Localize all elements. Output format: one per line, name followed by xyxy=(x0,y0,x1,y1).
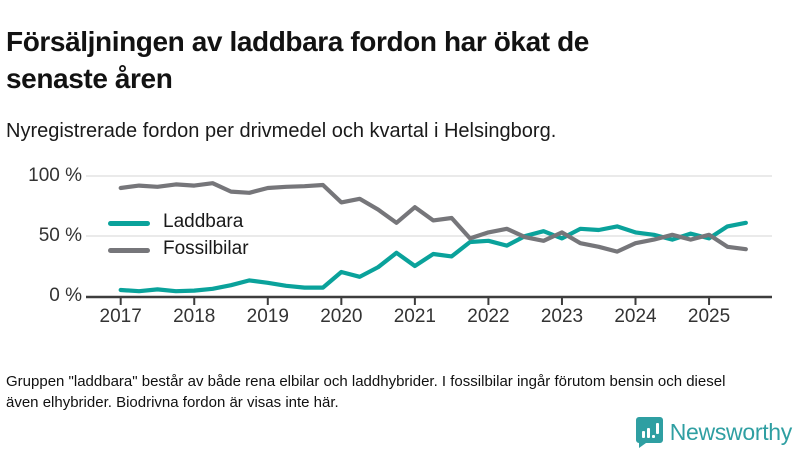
chart-subtitle: Nyregistrerade fordon per drivmedel och kvartal i Helsingborg. xyxy=(6,120,557,142)
newsworthy-logo xyxy=(636,417,792,447)
legend-label: Fossilbilar xyxy=(163,238,249,259)
fossilbilar-line-swatch xyxy=(108,248,150,253)
x-tick-label: 2023 xyxy=(540,306,584,327)
x-tick-label: 2020 xyxy=(320,306,363,327)
x-tick-label: 2021 xyxy=(393,306,437,327)
x-tick-label: 2019 xyxy=(246,306,289,327)
footnote: Gruppen "laddbara" består av både rena elbilar och laddhybrider. I fossilbilar ingår förutom bensin och diesel även elhybrider. Biodrivna fordon är visas inte här. xyxy=(6,373,726,411)
x-tick-label: 2018 xyxy=(173,306,216,327)
x-tick-label: 2022 xyxy=(467,306,510,327)
laddbara-line-swatch xyxy=(108,221,150,226)
y-tick-label-0: 0 % xyxy=(49,285,82,306)
newsworthy-logo-text: Newsworthy xyxy=(669,418,792,445)
newsworthy-logo-icon xyxy=(636,417,663,448)
legend-label: Laddbara xyxy=(163,211,244,232)
page-title: Försäljningen av laddbara fordon har ökat de senaste åren xyxy=(6,25,589,94)
y-tick-label-100: 100 % xyxy=(28,165,82,186)
y-tick-label-50: 50 % xyxy=(38,225,82,246)
x-tick-label: 2017 xyxy=(99,306,142,327)
x-tick-label: 2024 xyxy=(614,306,657,327)
x-tick-label: 2025 xyxy=(687,306,731,327)
